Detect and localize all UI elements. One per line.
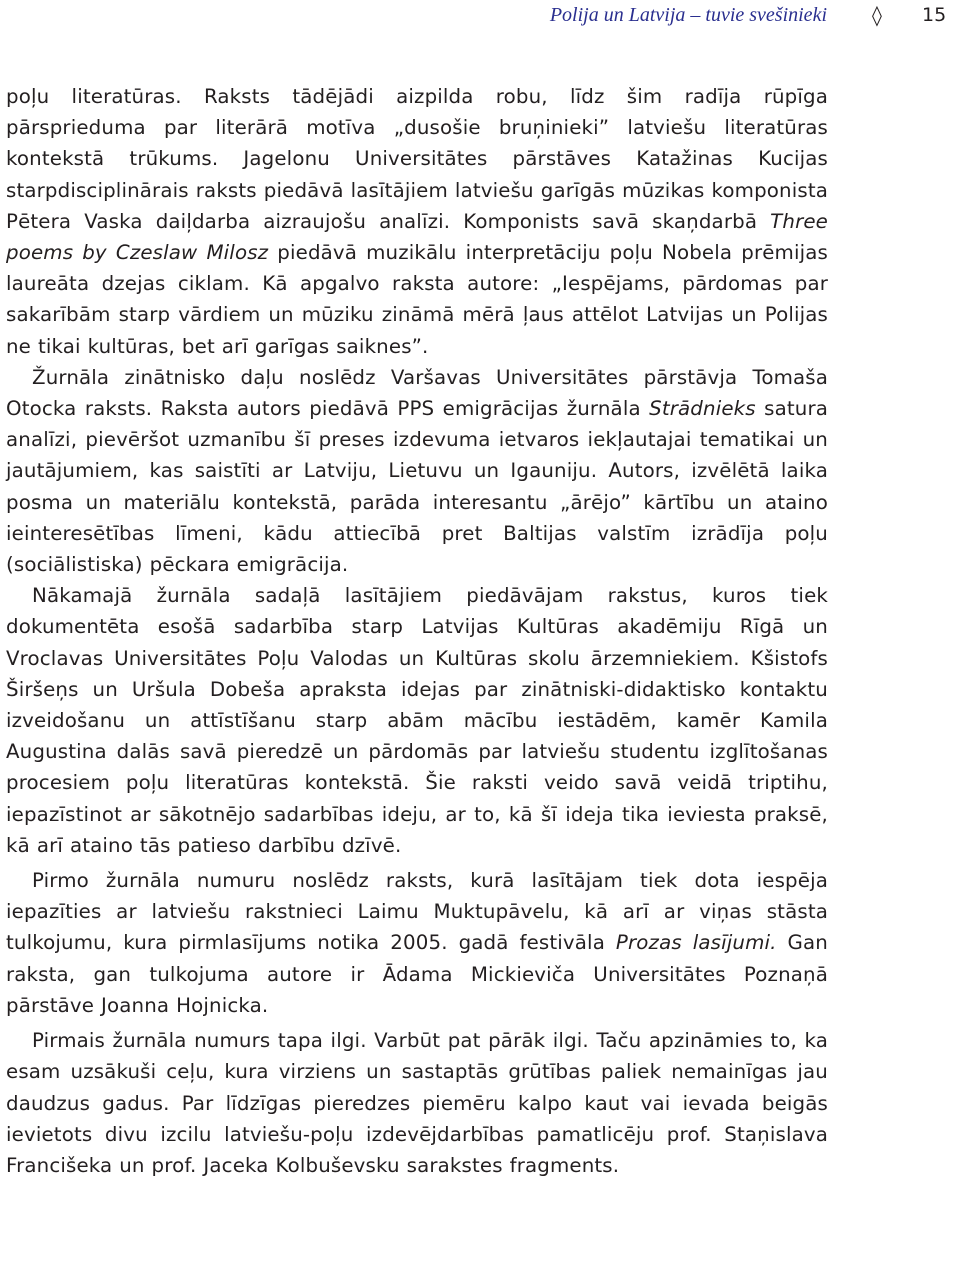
running-title: Polija un Latvija – tuvie svešinieki [549, 4, 827, 26]
text-run: Žurnāla zinātnisko daļu noslēdz Varšavas Universitātes pārstāvja Tomaša Otocka raksts. Raksta autors piedāvā PPS emigrācijas žurnāla [6, 365, 828, 421]
running-header [0, 2, 960, 30]
text-run: poļu literatūras. Raksts tādējādi aizpilda robu, līdz šim radīja rūpīga pārsprieduma par literārā motīva „dusošie bruņinieki” latviešu literatūras kontekstā trūkums. Jagelonu Universitātes pārstāves Katažinas Kucijas starpdisciplinārais raksts piedāvā lasītājiem latviešu garīgās mūzikas komponista Pētera Vaska daiļdarba aizraujošu analīzi. Komponists savā skaņdarbā [6, 85, 828, 233]
paragraph-2 [6, 362, 828, 580]
text-run: Pirmais žurnāla numurs tapa ilgi. Varbūt pat pārāk ilgi. Taču apzināmies to, ka esam uzsākuši ceļu, kura virziens un sastaptās grūtības paliek nemainīgas jau daudzus gadus. Par līdzīgas pieredzes piemēru kalpo kaut vai ievada beigās ievietots divu izcilu latviešu-poļu izdevējdarbības pamatlicēju prof. Staņislava Francišeka un prof. Jaceka Kolbuševsku sarakstes fragments. [6, 1029, 828, 1177]
text-run: piedāvā muzikālu interpretāciju poļu Nobela prēmijas laureāta dzejas ciklam. Kā apgalvo raksta autore: „Iespējams, pārdomas par sakarībām starp vārdiem un mūziku zināmā mērā ļaus attēlot Latvijas un Polijas ne tikai kultūras, bet arī garīgas saiknes”. [6, 241, 828, 358]
journal-title: Strādnieks [649, 397, 756, 421]
festival-title: Prozas lasījumi. [615, 931, 777, 955]
text-run: Pirmo žurnāla numuru noslēdz raksts, kurā lasītājam tiek dota iespēja iepazīties ar latviešu rakstnieci Laimu Muktupāvelu, kā arī ar viņas stāsta tulkojumu, kura pirmlasījums notika 2005. gadā festivāla [6, 869, 828, 955]
text-run: Nākamajā žurnāla sadaļā lasītājiem piedāvājam rakstus, kuros tiek dokumentēta esošā sadarbība starp Latvijas Kultūras akadēmiju Rīgā un Vroclavas Universitātes Poļu Valodas un Kultūras skolu ārzemniekiem. Kšistofs Širšeņs un Uršula Dobeša apraksta idejas par zinātniski-didaktisko kontaktu izveidošanu un attīstīšanu starp abām mācību iestādēm, kamēr Kamila Augustina dalās savā pieredzē un pārdomās par latviešu studentu izglītošanas procesiem poļu literatūras kontekstā. Šie raksti veido savā veidā triptihu, iepazīstinot ar sākotnējo sadarbības ideju, ar to, kā šī ideja tika ieviesta praksē, kā arī ataino tās patieso darbību dzīvē. [6, 584, 828, 857]
diamond-icon: ◊ [872, 3, 882, 27]
paragraph-4 [6, 865, 828, 1021]
paragraph-3 [6, 580, 828, 861]
work-title: Three poems by Czeslaw Milosz [6, 209, 828, 265]
body-text [6, 81, 828, 1181]
text-run: satura analīzi, pievēršot uzmanību šī preses izdevuma ietvaros iekļautajai tematikai un jautājumiem, kas saistīti ar Latviju, Lietuvu un Igauniju. Autors, izvēlētā laika posma un materiālu kontekstā, parāda interesantu „ārējo” kārtību un ataino ieinteresētības līmeni, kādu attiecībā pret Baltijas valstīm izrādīja poļu (sociālistiska) pēckara emigrācija. [6, 397, 828, 577]
text-run: Gan raksta, gan tulkojuma autore ir Ādama Mickieviča Universitātes Poznaņā pārstāve Joanna Hojnicka. [6, 931, 828, 1017]
paragraph-1 [6, 81, 828, 362]
page-number: 15 [922, 4, 947, 26]
paragraph-5 [6, 1025, 828, 1181]
